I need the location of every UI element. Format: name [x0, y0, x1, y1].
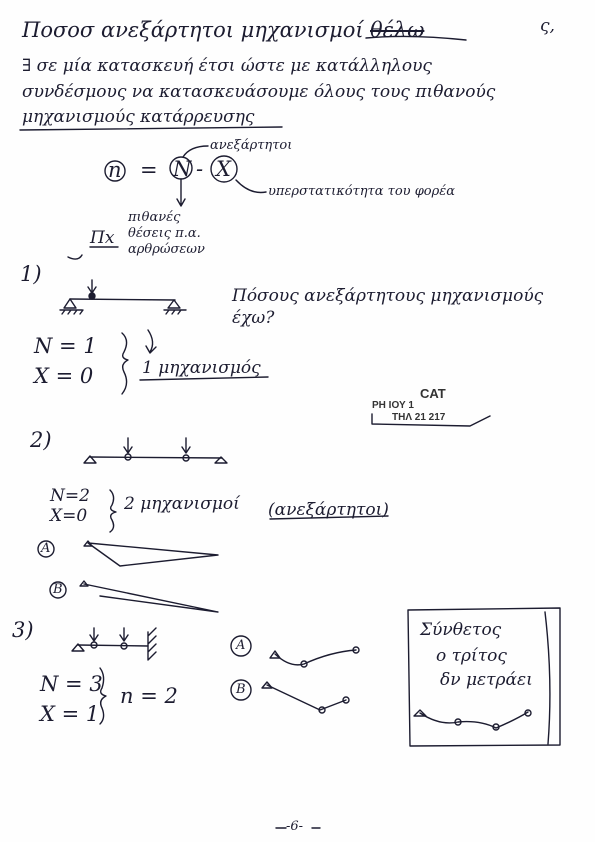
section-2-label-b: B [53, 582, 63, 597]
brace-1 [122, 333, 128, 394]
section-1-question-2: έχω? [232, 308, 275, 328]
intro-line-2: συνδέσμους να κατασκευάσουμε όλους τους πιθανούς [22, 82, 496, 102]
formula-minus: - [196, 157, 204, 181]
section-1-number: 1) [20, 262, 42, 286]
corner-mark: ς, [540, 16, 555, 36]
arrow-top [183, 146, 208, 157]
section-2-N: N=2 [50, 486, 90, 506]
section-1-label: Πx [90, 228, 115, 248]
page-title: Ποσοσ ανεξάρτητοι μηχανισμοί [22, 18, 364, 42]
page-number: -6- [286, 819, 304, 834]
section-3-label-b: B [236, 682, 246, 697]
stamp-line-2: PH ΙΟΥ 1 [372, 400, 414, 411]
section-2-X: X=0 [50, 506, 88, 526]
intro-line-1: ∃ σε μία κατασκευή έτσι ώστε με κατάλληλους [22, 56, 432, 76]
section-3-n: n = 2 [120, 684, 178, 708]
formula-note-bottom-3: αρθρώσεων [128, 242, 205, 257]
formula-note-right: υπερστατικότητα του φορέα [268, 184, 456, 199]
section-3-X: X = 1 [40, 702, 100, 726]
section-2-label-a: A [41, 541, 51, 556]
section-3-label-a: A [236, 638, 246, 653]
section-3-number: 3) [12, 618, 34, 642]
box-note-3: δν μετράει [440, 670, 533, 690]
section-1-X: X = 0 [34, 364, 94, 388]
box-note-1: Σύνθετος [420, 620, 502, 640]
section-1-question-1: Πόσους ανεξάρτητους μηχανισμούς [232, 286, 544, 306]
intro-underline [20, 127, 282, 130]
stamp-line-3: ΤΗΛ 21 217 [392, 412, 446, 423]
formula-X: X [216, 157, 231, 181]
formula-equals: = [140, 158, 158, 182]
formula-note-bottom-2: θέσεις π.α. [128, 226, 201, 241]
section-1-result: 1 μηχανισμός [142, 358, 261, 378]
section-2-number: 2) [30, 428, 52, 452]
formula-n: n [108, 158, 122, 182]
section-2-result: 2 μηχανισμοί [124, 494, 240, 514]
title-struck-word: θέλω [370, 18, 425, 42]
beam-1 [60, 280, 186, 314]
section-2-result-paren: (ανεξάρτητοι) [268, 500, 389, 520]
formula-note-bottom-1: πιθανές [128, 210, 181, 225]
formula-note-top: ανεξάρτητοι [210, 138, 293, 153]
intro-line-3: μηχανισμούς κατάρρευσης [22, 107, 255, 127]
section-1-N: N = 1 [34, 334, 97, 358]
brace-2 [110, 490, 116, 532]
arrow-down [177, 179, 185, 206]
box-note-2: ο τρίτος [436, 646, 507, 666]
beam-3 [72, 628, 156, 660]
formula-N: N [173, 157, 192, 181]
section-3-N: N = 3 [40, 672, 103, 696]
arrow-right [236, 180, 266, 193]
stamp-line-1: CAT [420, 386, 446, 401]
beam-2 [84, 438, 227, 463]
